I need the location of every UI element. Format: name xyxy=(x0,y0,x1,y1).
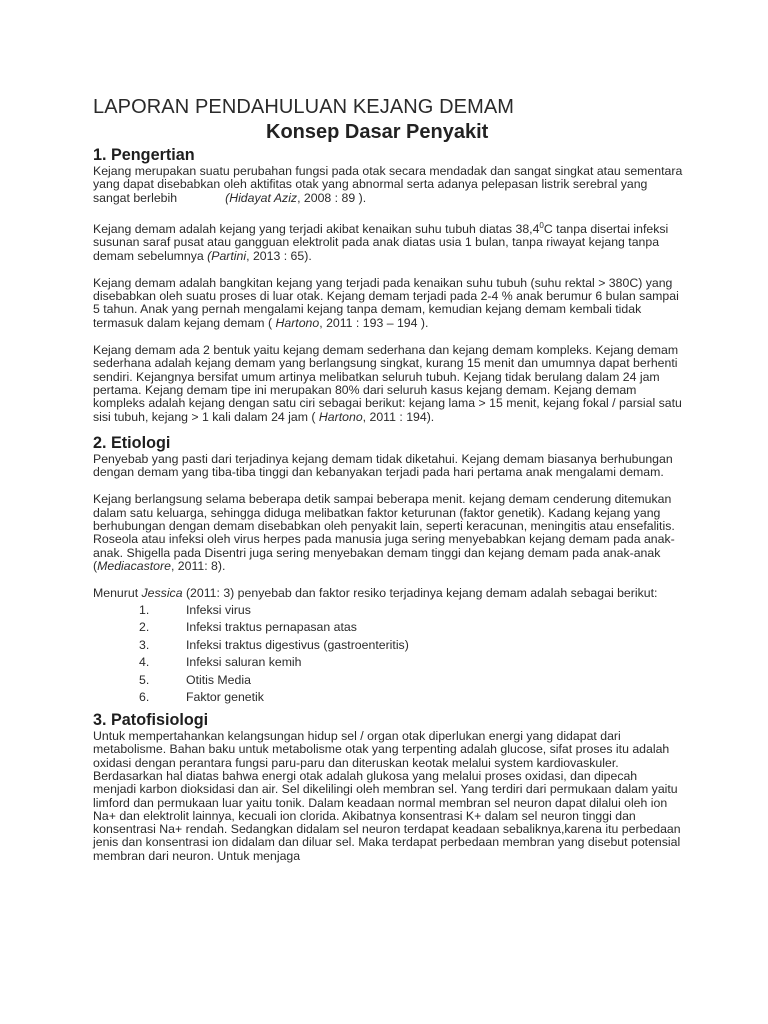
list-item-number: 3. xyxy=(139,637,150,652)
citation-author: Hartono xyxy=(275,315,320,330)
list-item xyxy=(93,672,683,690)
citation-detail: , 2011 : 194). xyxy=(362,409,435,424)
list-item xyxy=(93,619,683,637)
citation-author: Hartono xyxy=(318,409,363,424)
paragraph-text: (2011: 3) penyebab dan faktor resiko terjadinya kejang demam adalah sebagai berikut: xyxy=(182,586,658,601)
list-item-text: Otitis Media xyxy=(186,672,251,687)
list-item-number: 6. xyxy=(139,690,150,705)
citation-author: (Hidayat Aziz xyxy=(225,190,298,205)
citation-detail: , 2013 : 65). xyxy=(246,248,312,263)
document-subtitle: Konsep Dasar Penyakit xyxy=(266,121,489,143)
list-item-number: 2. xyxy=(139,620,150,635)
citation-detail: , 2011 : 193 – 194 ). xyxy=(319,315,429,330)
document-title: LAPORAN PENDAHULUAN KEJANG DEMAM xyxy=(93,96,515,118)
superscript: 0 xyxy=(539,220,544,230)
list-item xyxy=(93,602,683,620)
list-item-number: 1. xyxy=(139,602,150,617)
citation-detail: , 2011: 8). xyxy=(170,558,226,573)
paragraph-text: Kejang demam ada 2 bentuk yaitu kejang demam sederhana dan kejang demam kompleks. Kejang demam sederhana adalah kejang demam yang berlangsung singkat, kurang 15 menit dan umumnya dapat berhenti sendiri. Kejangnya bersifat umum artinya melibatkan seluruh tubuh. Kejang tidak berulang dalam 24 jam pertama. Kejang demam tipe ini merupakan 80% dari seluruh kasus kejang demam. Kejang demam kompleks adalah kejang dengan satu ciri sebagai berikut: kejang lama > 15 menit, kejang fokal / parsial satu sisi tubuh, kejang > 1 kali dalam 24 jam ( xyxy=(93,343,682,424)
list-item-number: 4. xyxy=(139,655,150,670)
list-item xyxy=(93,689,683,707)
section-heading-pengertian: 1. Pengertian xyxy=(93,146,195,164)
paragraph-text: C tanpa disertai infeksi susunan saraf pusat atau gangguan elektrolit pada anak diatas usia 1 bulan, tanpa riwayat kejang tanpa demam sebelumnya xyxy=(93,221,669,263)
citation-author: (Partini xyxy=(207,248,247,263)
section-heading-etiologi: 2. Etiologi xyxy=(93,433,171,452)
risk-factor-list xyxy=(93,602,683,708)
paragraph-text: Kejang demam adalah bangkitan kejang yang terjadi pada kenaikan suhu tubuh (suhu rektal > 380C) yang disebabkan oleh suatu proses di luar otak. Kejang demam terjadi pada 2-4 % anak berumur 6 bulan sampai 5 tahun. Anak yang pernah mengalami kejang tanpa demam, kemudian kejang demam kembali tidak termasuk dalam kejang demam ( xyxy=(93,275,679,330)
list-item-text: Infeksi saluran kemih xyxy=(186,655,302,670)
paragraph-text: Kejang merupakan suatu perubahan fungsi pada otak secara mendadak dan sangat singkat atau sementara yang dapat disebabkan oleh aktifitas otak yang abnormal serta adanya pelepasan listrik serebral yang sangat berlebih xyxy=(93,164,683,205)
list-item-text: Faktor genetik xyxy=(186,690,264,705)
citation-author: Mediacastore xyxy=(97,558,171,573)
paragraph-text: Kejang demam adalah kejang yang terjadi akibat kenaikan suhu tubuh diatas 38,4 xyxy=(93,221,540,236)
paragraph-pengertian-2 xyxy=(93,219,683,263)
list-item-text: Infeksi traktus digestivus (gastroenteritis) xyxy=(186,637,409,652)
document-body xyxy=(93,142,683,877)
citation-detail: , 2008 : 89 ). xyxy=(297,190,367,205)
paragraph-pengertian-1 xyxy=(93,165,683,205)
paragraph-etiologi-1: Penyebab yang pasti dari terjadinya kejang demam tidak diketahui. Kejang demam biasanya berhubungan dengan demam yang tiba-tiba tinggi dan kebanyakan terjadi pada hari pertama anak mengalami demam. xyxy=(93,451,673,480)
list-item-text: Infeksi traktus pernapasan atas xyxy=(186,620,357,635)
paragraph-etiologi-3 xyxy=(93,587,683,600)
list-item-number: 5. xyxy=(139,672,150,687)
paragraph-pengertian-3 xyxy=(93,277,683,330)
list-item xyxy=(93,637,683,655)
paragraph-pengertian-4 xyxy=(93,344,683,424)
list-item-text: Infeksi virus xyxy=(186,602,251,617)
paragraph-text: Kejang berlangsung selama beberapa detik sampai beberapa menit. kejang demam cenderung ditemukan dalam satu keluarga, sehingga diduga melibatkan faktor keturunan (faktor genetik). Kadang kejang yang berhubungan dengan demam disebabkan oleh penyakit lain, seperti keracunan, meningitis atau ensefalitis. Roseola atau infeksi oleh virus herpes pada manusia juga sering menyebabkan kejang demam pada anak-anak. Shigella pada Disentri juga sering menyebakan demam tinggi dan kejang demam pada anak-anak ( xyxy=(93,492,675,573)
list-item xyxy=(93,654,683,672)
section-heading-patofisiologi: 3. Patofisiologi xyxy=(93,711,209,730)
paragraph-etiologi-2 xyxy=(93,493,683,573)
citation-author: Jessica xyxy=(141,586,183,601)
paragraph-patofisiologi-1: Untuk mempertahankan kelangsungan hidup sel / organ otak diperlukan energi yang didapat dari metabolisme. Bahan baku untuk metabolisme otak yang terpenting adalah glucose, sifat proses itu adalah oxidasi dengan perantara fungsi paru-paru dan diteruskan keotak melalui system kardiovaskuler. Berdasarkan hal diatas bahwa energi otak adalah glukosa yang melalui proses oxidasi, dan dipecah menjadi karbon dioksidasi dan air. Sel dikelilingi oleh membran sel. Yang terdiri dari permukaan dalam yaitu limford dan permukaan luar yaitu tonik. Dalam keadaan normal membran sel neuron dapat dilalui oleh ion Na+ dan elektrolit lainnya, kecuali ion clorida. Akibatnya konsentrasi K+ dalam sel neuron tinggi dan konsentrasi Na+ rendah. Sedangkan didalam sel neuron terdapat keadaan sebaliknya,karena itu perbedaan jenis dan konsentrasi ion didalam dan diluar sel. Maka terdapat perbedaan membran yang disebut potensial membran dari neuron. Untuk menjaga xyxy=(93,729,681,863)
paragraph-text: Menurut xyxy=(93,586,142,601)
